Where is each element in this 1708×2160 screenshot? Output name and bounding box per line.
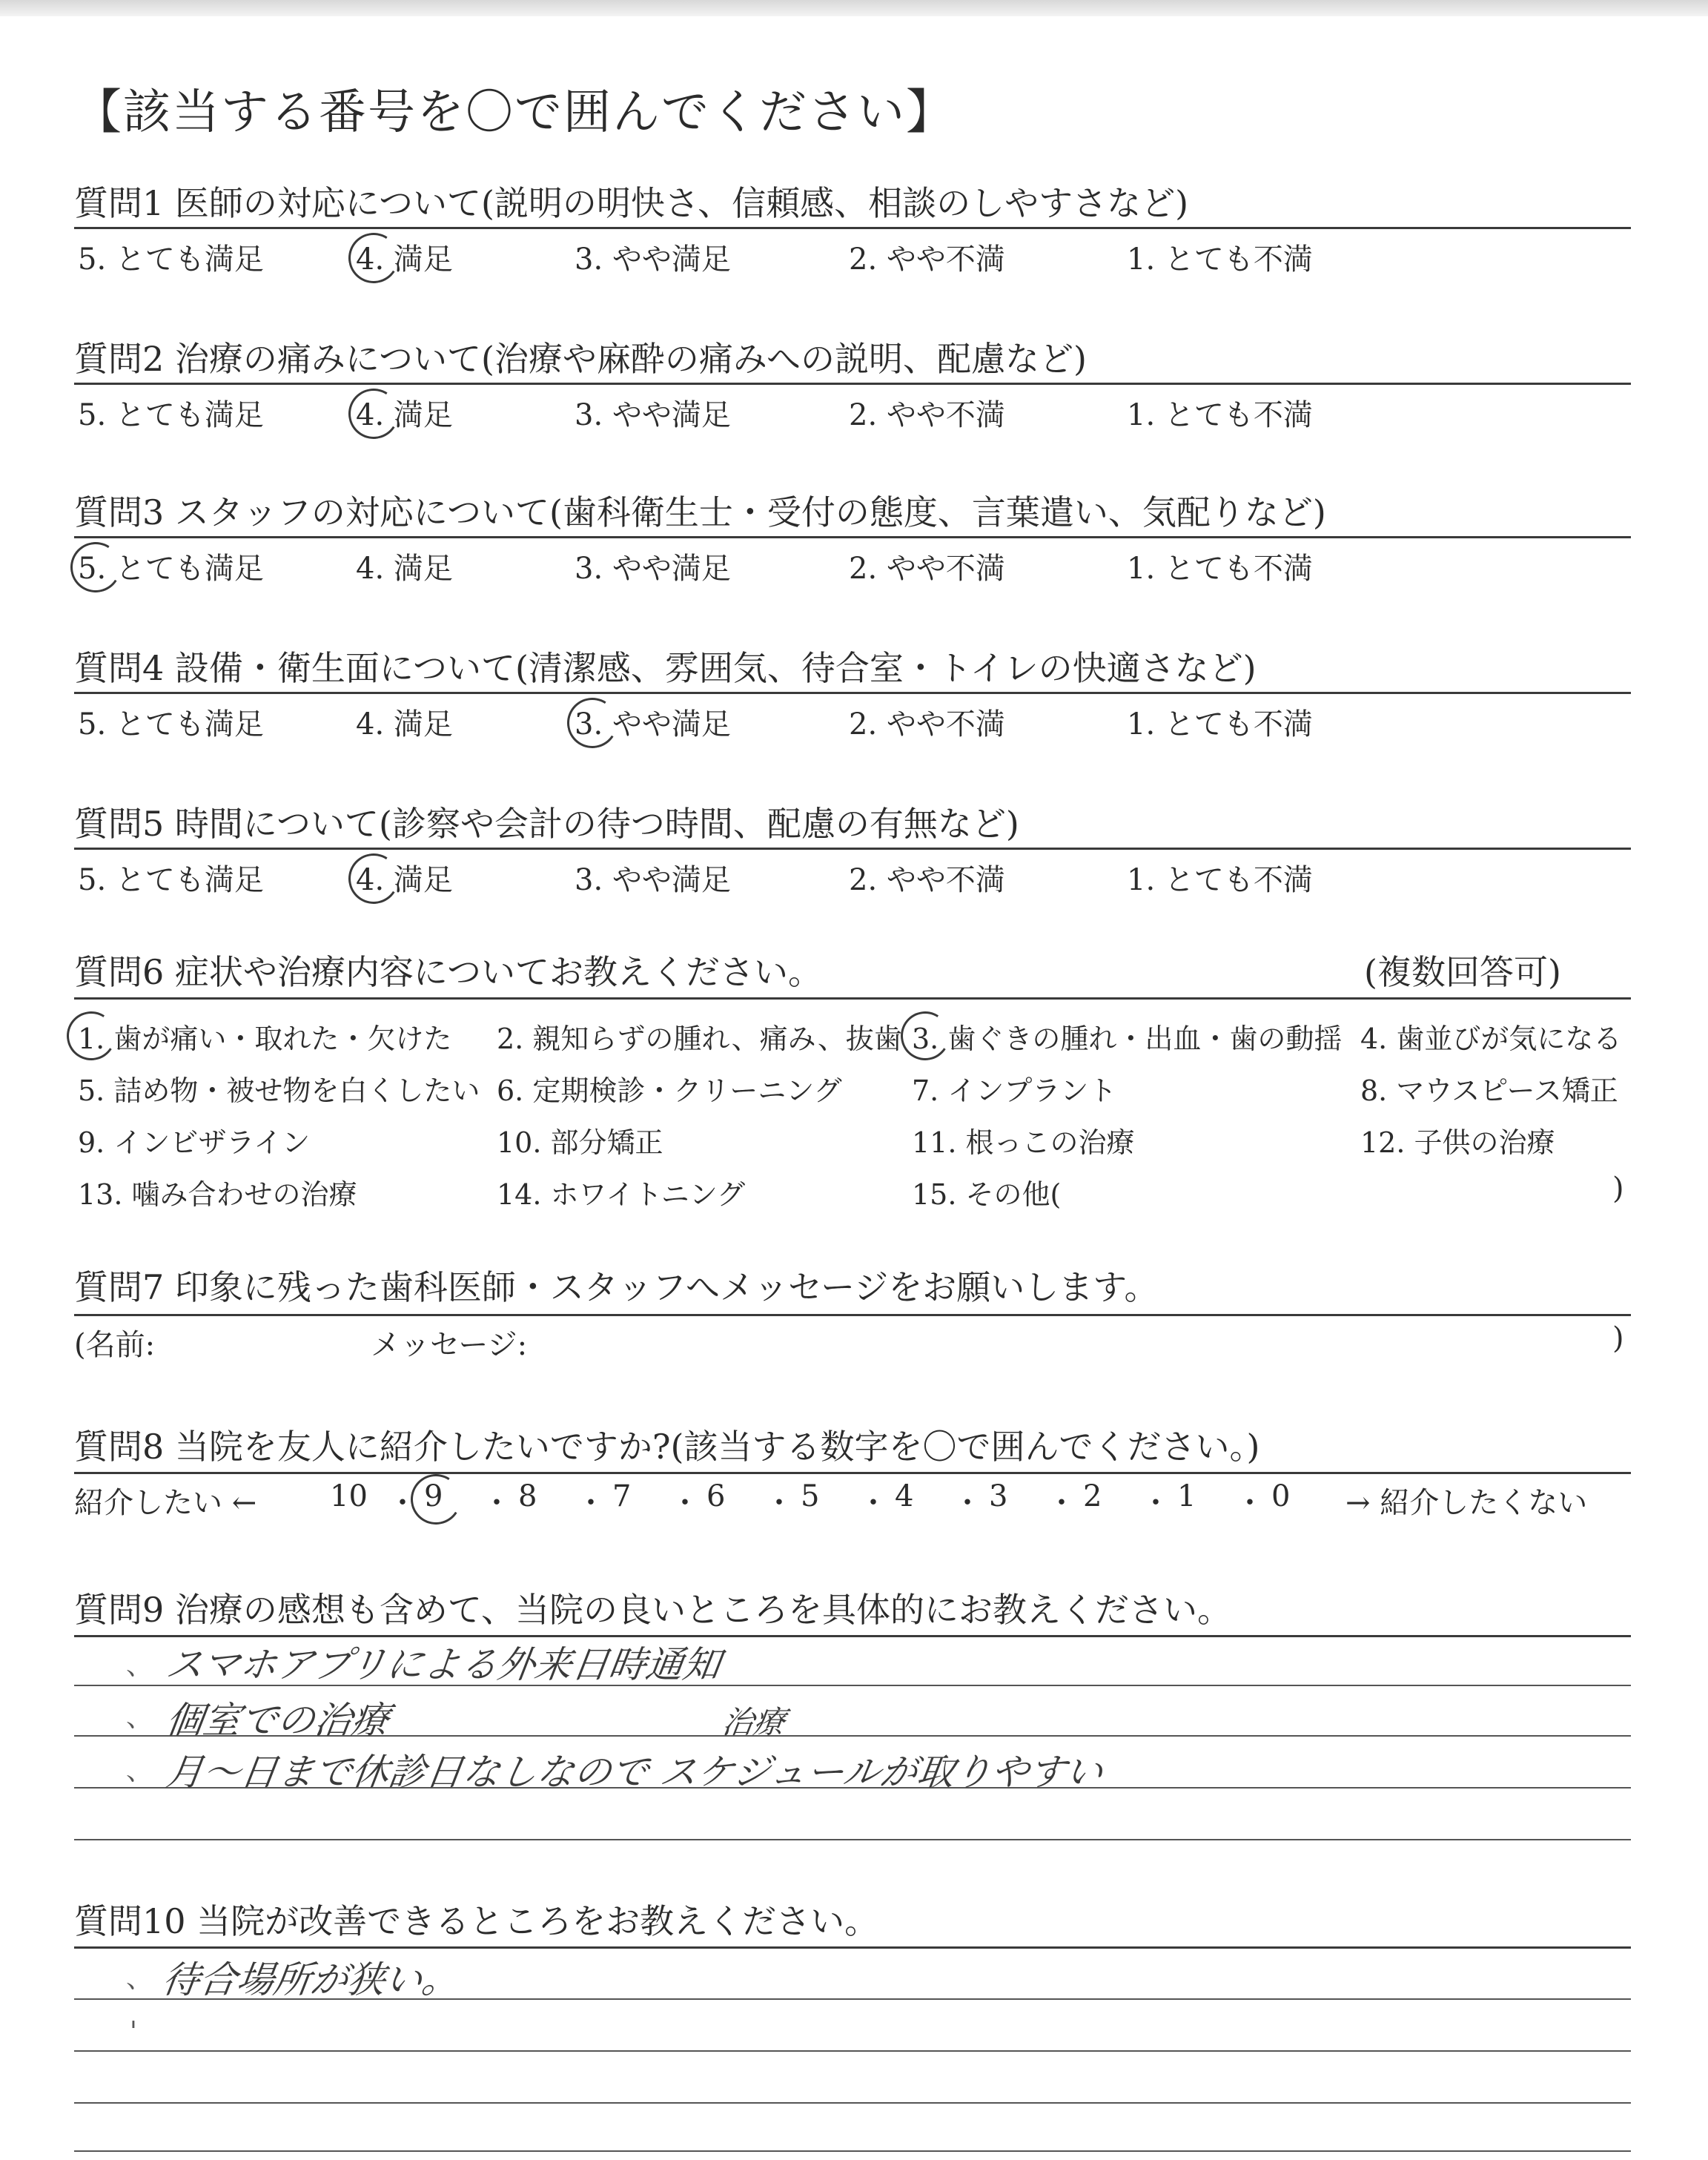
q1-option-2: 2. やや不満 [849,242,1005,277]
q2-option-4: 4. 満足 [356,398,453,432]
q10-title: 質問10 当院が改善できるところをお教えください。 [74,1901,879,1941]
q6-option-8: 8. マウスピース矯正 [1360,1074,1618,1107]
q8-number-6: 6 [706,1479,726,1513]
q2-title: 質問2 治療の痛みについて(治療や麻酔の痛みへの説明、配慮など) [74,339,1087,379]
q8-right-label: → 紹介したくない [1345,1486,1588,1520]
q9-answer-3: 月〜日まで休診日なしなので スケジュールが取りやすい [163,1751,1106,1794]
q10-line [74,2102,1631,2104]
q9-title: 質問9 治療の感想も含めて、当院の良いところを具体的にお教えください。 [74,1590,1231,1630]
q3-option-5: 5. とても満足 [78,552,264,586]
q4-option-3: 3. やや満足 [575,707,731,742]
q5-option-1: 1. とても不満 [1127,863,1313,897]
q10-bullet: 、 [126,1964,153,1994]
q8-separator-dot: ・ [482,1486,512,1520]
q9-line [74,1839,1631,1840]
q8-number-0: 0 [1271,1479,1291,1513]
q6-rule [74,997,1631,1000]
q3-option-3: 3. やや満足 [575,552,731,586]
q10-line [74,2050,1631,2052]
q6-option-15: 15. その他( [912,1178,1062,1211]
q8-number-7: 7 [612,1479,632,1513]
q1-option-5: 5. とても満足 [78,242,264,277]
q8-number-3: 3 [989,1479,1008,1513]
q2-option-2: 2. やや不満 [849,398,1005,432]
q1-option-1: 1. とても不満 [1127,242,1313,277]
q8-title: 質問8 当院を友人に紹介したいですか?(該当する数字を〇で囲んでください。) [74,1427,1260,1467]
q6-option-6: 6. 定期検診・クリーニング [497,1074,842,1107]
q8-separator-dot: ・ [1047,1486,1076,1520]
q7-title: 質問7 印象に残った歯科医師・スタッフへメッセージをお願いします。 [74,1267,1159,1307]
q5-option-4: 4. 満足 [356,863,453,897]
q3-option-1: 1. とても不満 [1127,552,1313,586]
q8-number-5: 5 [801,1479,820,1513]
q9-answer-1: スマホアプリによる外来日時通知 [163,1643,724,1686]
q10-rule [74,1946,1631,1949]
q5-option-3: 3. やや満足 [575,863,731,897]
q6-option-10: 10. 部分矯正 [497,1126,663,1159]
q4-option-4: 4. 満足 [356,707,453,742]
q4-option-2: 2. やや不満 [849,707,1005,742]
q8-number-4: 4 [895,1479,914,1513]
q8-number-8: 8 [518,1479,537,1513]
q1-rule [74,227,1631,229]
q10-bullet: ' [130,2017,137,2047]
q8-separator-dot: ・ [953,1486,982,1520]
q4-title: 質問4 設備・衛生面について(清潔感、雰囲気、待合室・トイレの快適さなど) [74,648,1257,688]
q1-option-4: 4. 満足 [356,242,453,277]
q5-title: 質問5 時間について(診察や会計の待つ時間、配慮の有無など) [74,804,1019,844]
q8-separator-dot: ・ [1235,1486,1265,1520]
q2-option-5: 5. とても満足 [78,398,264,432]
q8-number-2: 2 [1083,1479,1102,1513]
q1-option-3: 3. やや満足 [575,242,731,277]
q4-rule [74,692,1631,694]
q6-option-11: 11. 根っこの治療 [912,1126,1135,1159]
q6-note: (複数回答可) [1364,952,1561,992]
q8-separator-dot: ・ [1141,1486,1171,1520]
q8-number-9: 9 [424,1479,443,1513]
q10-line [74,2150,1631,2152]
q7-message-label: メッセージ: [371,1328,528,1362]
q6-option-9: 9. インビザライン [78,1126,311,1159]
q1-title: 質問1 医師の対応について(説明の明快さ、信頼感、相談のしやすさなど) [74,183,1189,223]
q8-rule [74,1472,1631,1474]
q6-option-7: 7. インプラント [912,1074,1117,1107]
q7-close-paren: ) [1612,1321,1624,1355]
q6-option-4: 4. 歯並びが気になる [1360,1023,1622,1055]
q5-option-2: 2. やや不満 [849,863,1005,897]
q6-option-5: 5. 詰め物・被せ物を白くしたい [78,1074,480,1107]
q9-answer-2: 個室での治療 [163,1699,392,1742]
q6-title: 質問6 症状や治療内容についてお教えください。 [74,952,822,992]
q3-option-4: 4. 満足 [356,552,453,586]
q8-separator-dot: ・ [764,1486,794,1520]
q5-option-5: 5. とても満足 [78,863,264,897]
q6-option-13: 13. 噛み合わせの治療 [78,1178,357,1211]
q9-bullet: 、 [126,1756,153,1786]
q3-title: 質問3 スタッフの対応について(歯科衛生士・受付の態度、言葉遣い、気配りなど) [74,492,1326,532]
q9-bullet: 、 [126,1702,153,1733]
q2-option-1: 1. とても不満 [1127,398,1313,432]
q10-answer-1: 待合場所が狭い。 [159,1958,463,2001]
q8-separator-dot: ・ [388,1486,417,1520]
q2-rule [74,383,1631,385]
q6-option-14: 14. ホワイトニング [497,1178,746,1211]
q8-number-10: 10 [330,1479,368,1513]
q5-rule [74,848,1631,850]
q7-name-label: (名前: [74,1328,156,1362]
q9-bullet: 、 [126,1651,153,1681]
q8-separator-dot: ・ [858,1486,888,1520]
q9-insert-note: 治療 [720,1704,788,1740]
q8-number-1: 1 [1177,1479,1196,1513]
q8-separator-dot: ・ [576,1486,606,1520]
q6-option-1: 1. 歯が痛い・取れた・欠けた [78,1023,452,1055]
q4-option-5: 5. とても満足 [78,707,264,742]
q6-option-3: 3. 歯ぐきの腫れ・出血・歯の動揺 [912,1023,1343,1055]
q3-rule [74,536,1631,538]
q8-separator-dot: ・ [670,1486,700,1520]
q7-rule [74,1314,1631,1316]
page-title: 【該当する番号を〇で囲んでください】 [74,85,955,140]
q8-left-label: 紹介したい ← [74,1486,257,1520]
q6-option-12: 12. 子供の治療 [1360,1126,1555,1159]
q4-option-1: 1. とても不満 [1127,707,1313,742]
q3-option-2: 2. やや不満 [849,552,1005,586]
q2-option-3: 3. やや満足 [575,398,731,432]
q6-close-paren: ) [1612,1172,1624,1206]
q6-option-2: 2. 親知らずの腫れ、痛み、抜歯 [497,1023,902,1055]
